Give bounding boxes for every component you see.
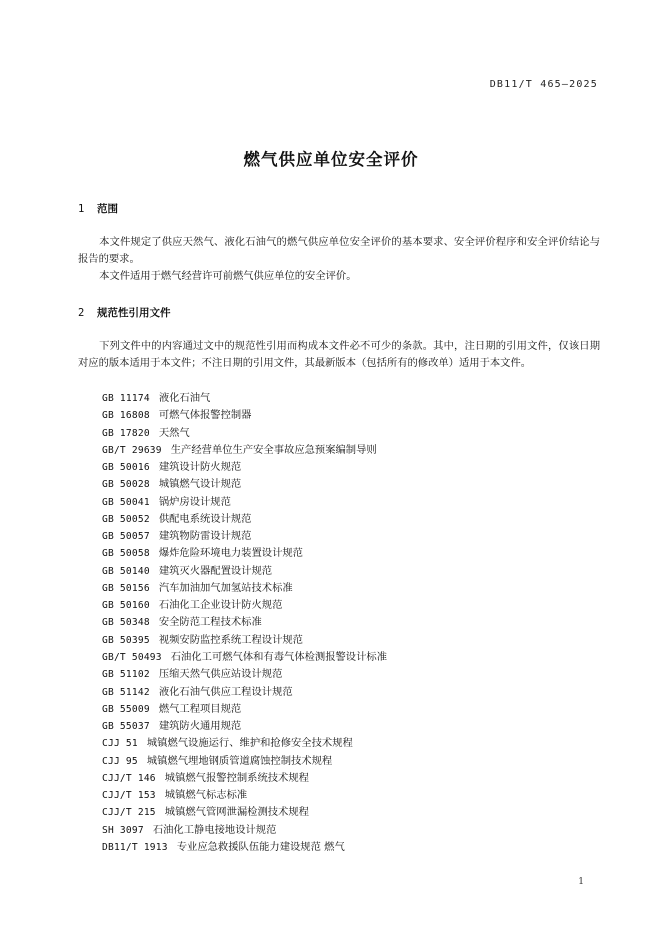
reference-item [102,684,387,701]
reference-title: 安全防范工程技术标准 [158,616,262,629]
reference-title: 石油化工静电接地设计规范 [152,823,277,836]
reference-title: 锅炉房设计规范 [158,495,231,508]
reference-title: 专业应急救援队伍能力建设规范 燃气 [176,840,345,853]
reference-code: GB 50058 [102,548,150,560]
reference-title: 建筑灭火器配置设计规范 [158,564,273,577]
reference-code: CJJ 51 [102,738,138,750]
reference-item [102,563,387,580]
reference-code: GB 50016 [102,462,150,474]
reference-title: 生产经营单位生产安全事故应急预案编制导则 [170,443,377,456]
document-code: DB11/T 465—2025 [489,79,598,90]
reference-code: GB 16808 [102,410,150,422]
reference-item [102,511,387,528]
reference-item [102,649,387,666]
reference-item [102,632,387,649]
reference-code: GB 50348 [102,617,150,629]
reference-list [102,390,387,856]
section-title: 范围 [97,203,118,215]
reference-code: GB/T 50493 [102,651,162,663]
reference-title: 天然气 [158,426,190,439]
reference-code: GB 50057 [102,531,150,543]
scope-paragraph-1: 本文件规定了供应天然气、液化石油气的燃气供应单位安全评价的基本要求、安全评价程序和安全评价结论与报告的要求。 [78,236,600,265]
section-2-heading [78,305,171,320]
reference-code: GB 55009 [102,703,150,715]
reference-code: GB/T 29639 [102,444,162,456]
reference-title: 城镇燃气管网泄漏检测技术规程 [164,806,309,819]
reference-title: 城镇燃气设计规范 [158,478,242,491]
reference-title: 液化石油气 [158,392,211,404]
reference-item [102,822,387,839]
reference-item [102,666,387,683]
reference-title: 城镇燃气标志标准 [164,789,248,802]
reference-item [102,839,387,856]
reference-item [102,770,387,787]
reference-code: DB11/T 1913 [102,841,168,853]
reference-item [102,735,387,752]
reference-item [102,804,387,821]
section-title: 规范性引用文件 [97,307,171,319]
reference-title: 石油化工可燃气体和有毒气体检测报警设计标准 [170,650,387,663]
reference-title: 石油化工企业设计防火规范 [158,599,283,612]
reference-code: CJJ/T 215 [102,807,156,819]
reference-item [102,597,387,614]
reference-title: 供配电系统设计规范 [158,512,252,525]
reference-code: CJJ/T 146 [102,772,156,784]
reference-code: GB 50140 [102,565,150,577]
reference-item [102,580,387,597]
scope-paragraph-2: 本文件适用于燃气经营许可前燃气供应单位的安全评价。 [99,270,357,282]
section-number: 1 [78,203,85,215]
reference-code: GB 50041 [102,496,150,508]
reference-code: GB 50028 [102,479,150,491]
reference-title: 压缩天然气供应站设计规范 [158,668,283,681]
reference-code: GB 11174 [102,393,150,404]
reference-title: 城镇燃气设施运行、维护和抢修安全技术规程 [146,737,353,750]
page-number: 1 [578,877,584,887]
reference-title: 可燃气体报警控制器 [158,409,252,422]
reference-title: 爆炸危险环境电力装置设计规范 [158,547,303,560]
reference-title: 视频安防监控系统工程设计规范 [158,633,303,646]
reference-code: GB 51102 [102,669,150,681]
reference-code: GB 50052 [102,513,150,525]
reference-code: GB 50160 [102,600,150,612]
reference-code: GB 50156 [102,582,150,594]
reference-title: 液化石油气供应工程设计规范 [158,685,293,698]
reference-item [102,476,387,493]
reference-item [102,494,387,511]
section-1-heading [78,201,118,216]
reference-item [102,718,387,735]
reference-item [102,407,387,424]
reference-title: 建筑设计防火规范 [158,461,242,474]
reference-item [102,528,387,545]
section-number: 2 [78,307,85,319]
reference-title: 城镇燃气埋地钢质管道腐蚀控制技术规程 [146,754,333,767]
reference-item [102,390,387,407]
reference-title: 建筑防火通用规范 [158,720,242,733]
reference-code: GB 50395 [102,634,150,646]
reference-item [102,459,387,476]
reference-code: CJJ 95 [102,755,138,767]
reference-item [102,545,387,562]
document-title: 燃气供应单位安全评价 [243,150,419,169]
reference-item [102,787,387,804]
reference-item [102,425,387,442]
reference-title: 汽车加油加气加氢站技术标准 [158,581,293,594]
normative-references-intro: 下列文件中的内容通过文中的规范性引用而构成本文件必不可少的条款。其中，注日期的引用文件，仅该日期对应的版本适用于本文件；不注日期的引用文件，其最新版本（包括所有的修改单）适用于本文件。 [78,340,600,369]
reference-item [102,753,387,770]
reference-title: 建筑物防雷设计规范 [158,530,252,543]
reference-code: SH 3097 [102,824,144,836]
reference-item [102,701,387,718]
reference-code: GB 17820 [102,427,150,439]
reference-code: CJJ/T 153 [102,790,156,802]
reference-code: GB 51142 [102,686,150,698]
reference-code: GB 55037 [102,721,150,733]
reference-item [102,442,387,459]
reference-item [102,614,387,631]
reference-title: 燃气工程项目规范 [158,702,242,715]
reference-title: 城镇燃气报警控制系统技术规程 [164,771,309,784]
